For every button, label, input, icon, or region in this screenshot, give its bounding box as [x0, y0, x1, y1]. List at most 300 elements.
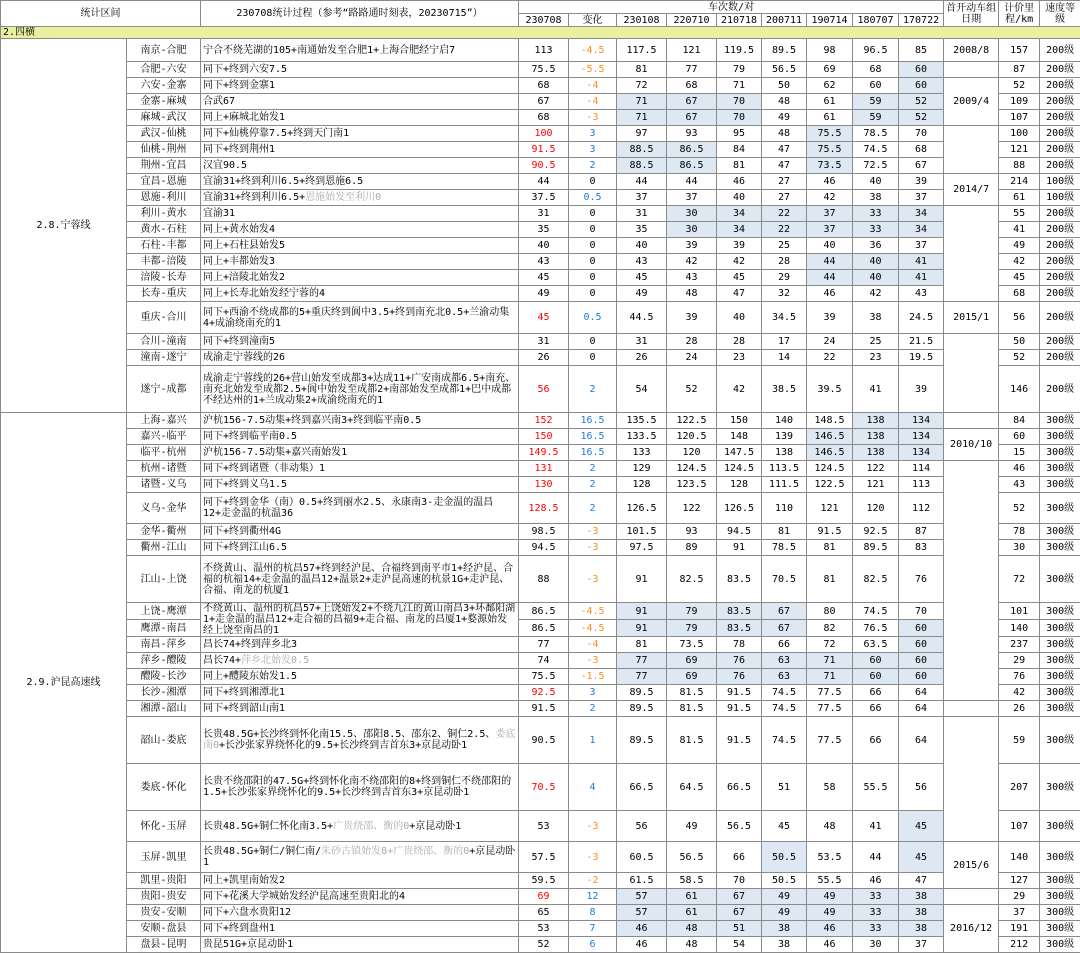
history-value: 14	[762, 350, 807, 366]
line-name: 2.9.沪昆高速线	[1, 413, 127, 953]
process-segment: 宜渝31+终到利川6.5+	[203, 192, 305, 203]
change-value: 2	[569, 701, 617, 717]
history-value: 55.5	[853, 764, 899, 811]
history-value: 39	[899, 366, 944, 413]
process-segment: 同下+终到六安7.5	[203, 64, 287, 75]
history-value: 41	[853, 811, 899, 842]
history-value: 89.5	[762, 39, 807, 62]
table-row	[1, 701, 1080, 717]
first-open-date	[944, 461, 999, 701]
route-name: 上海-嘉兴	[127, 413, 201, 429]
value-230708: 131	[519, 461, 569, 477]
route-name: 上饶-鹰潭	[127, 603, 201, 620]
history-value: 77.5	[807, 701, 853, 717]
history-value: 42	[807, 190, 853, 206]
process-segment: 昌长74+终到萍乡北3	[203, 639, 297, 650]
table-row	[1, 764, 1080, 811]
first-open-date: 2015/6	[944, 842, 999, 889]
history-value: 70	[899, 603, 944, 620]
history-value: 91.5	[717, 685, 762, 701]
history-value: 71	[717, 78, 762, 94]
change-value: 2	[569, 158, 617, 174]
history-value: 60	[899, 653, 944, 669]
history-value: 31	[617, 206, 667, 222]
history-value: 24	[807, 334, 853, 350]
route-name: 衢州-江山	[127, 540, 201, 556]
history-value: 146.5	[807, 445, 853, 461]
history-value: 40	[853, 270, 899, 286]
value-230708: 98.5	[519, 524, 569, 540]
speed-grade: 200级	[1040, 126, 1080, 142]
speed-grade: 300级	[1040, 889, 1080, 905]
history-value: 39	[899, 174, 944, 190]
process-segment: 同上+凯里南始发2	[203, 875, 285, 886]
speed-grade: 300级	[1040, 461, 1080, 477]
history-value: 22	[762, 222, 807, 238]
route-name: 恩施-利川	[127, 190, 201, 206]
table-row	[1, 461, 1080, 477]
route-name: 涪陵-长寿	[127, 270, 201, 286]
table-row	[1, 334, 1080, 350]
history-value: 78.5	[762, 540, 807, 556]
process-segment: 长贵48.5G+铜仁/铜仁南/	[203, 846, 321, 857]
history-value: 134	[899, 445, 944, 461]
history-value: 27	[762, 174, 807, 190]
value-230708: 43	[519, 254, 569, 270]
process-segment: 贵昆51G+京昆动卧1	[203, 939, 293, 950]
history-value: 40	[853, 254, 899, 270]
history-value: 48	[762, 126, 807, 142]
route-name: 宜昌-恩施	[127, 174, 201, 190]
route-name: 醴陵-长沙	[127, 669, 201, 685]
history-value: 95	[717, 126, 762, 142]
history-value: 122	[853, 461, 899, 477]
speed-grade: 300级	[1040, 653, 1080, 669]
history-value: 89.5	[617, 701, 667, 717]
mileage-km: 87	[999, 62, 1040, 78]
process-segment: 同下+终到韶山南1	[203, 703, 285, 714]
table-row	[1, 905, 1080, 921]
mileage-km: 127	[999, 873, 1040, 889]
history-value: 96.5	[853, 39, 899, 62]
header-col: 230108	[617, 14, 667, 27]
history-value: 66	[853, 701, 899, 717]
process-segment: 同下+终到衢州4G	[203, 526, 281, 537]
route-name: 临平-杭州	[127, 445, 201, 461]
value-230708: 53	[519, 811, 569, 842]
history-value: 70	[899, 126, 944, 142]
history-value: 91	[617, 556, 667, 603]
mileage-km: 107	[999, 811, 1040, 842]
history-value: 74.5	[762, 685, 807, 701]
process-text	[201, 461, 519, 477]
history-value: 72.5	[853, 158, 899, 174]
change-value: 16.5	[569, 429, 617, 445]
value-230708: 45	[519, 270, 569, 286]
change-value: -4	[569, 637, 617, 653]
history-value: 97	[617, 126, 667, 142]
history-value: 74.5	[853, 603, 899, 620]
table-row	[1, 811, 1080, 842]
mileage-km: 207	[999, 764, 1040, 811]
history-value: 52	[667, 366, 717, 413]
process-segment: 萍乡北始发0.5	[241, 655, 309, 666]
table-row	[1, 206, 1080, 222]
history-value: 56.5	[762, 62, 807, 78]
process-text	[201, 350, 519, 366]
route-name: 义乌-金华	[127, 493, 201, 524]
history-value: 46	[807, 937, 853, 953]
history-value: 61	[807, 110, 853, 126]
history-value: 77	[617, 653, 667, 669]
speed-grade: 200级	[1040, 334, 1080, 350]
process-text	[201, 190, 519, 206]
history-value: 60	[899, 620, 944, 637]
history-value: 30	[667, 222, 717, 238]
history-value: 133	[617, 445, 667, 461]
speed-grade: 300级	[1040, 493, 1080, 524]
header-col: 变化	[569, 14, 617, 27]
process-segment: 同上+丰都始发3	[203, 256, 275, 267]
table-row	[1, 921, 1080, 937]
route-name: 合肥-六安	[127, 62, 201, 78]
history-value: 138	[853, 413, 899, 429]
first-open-date: 2008/8	[944, 39, 999, 62]
mileage-km: 214	[999, 174, 1040, 190]
history-value: 43	[617, 254, 667, 270]
history-value: 139	[762, 429, 807, 445]
history-value: 69	[807, 62, 853, 78]
value-230708: 86.5	[519, 603, 569, 620]
route-name: 玉屏-凯里	[127, 842, 201, 873]
route-name: 金寨-麻城	[127, 94, 201, 110]
history-value: 128	[717, 477, 762, 493]
first-open-date	[944, 889, 999, 905]
history-value: 41	[899, 254, 944, 270]
change-value: 2	[569, 366, 617, 413]
history-value: 89.5	[853, 540, 899, 556]
change-value: -3	[569, 811, 617, 842]
history-value: 84	[717, 142, 762, 158]
header-process: 230708统计过程（参考“路路通时刻表，20230715”）	[201, 1, 519, 27]
history-value: 148.5	[807, 413, 853, 429]
speed-grade: 200级	[1040, 158, 1080, 174]
speed-grade: 200级	[1040, 222, 1080, 238]
history-value: 17	[762, 334, 807, 350]
history-value: 68	[667, 78, 717, 94]
table-row	[1, 842, 1080, 873]
history-value: 33	[853, 222, 899, 238]
mileage-km: 60	[999, 429, 1040, 445]
history-value: 19.5	[899, 350, 944, 366]
table-row	[1, 62, 1080, 78]
first-open-date	[944, 701, 999, 717]
history-value: 38	[899, 889, 944, 905]
change-value: 4	[569, 764, 617, 811]
process-segment: 同下+终到盘州1	[203, 923, 275, 934]
history-value: 69	[667, 653, 717, 669]
process-text	[201, 603, 519, 637]
mileage-km: 41	[999, 222, 1040, 238]
process-text	[201, 334, 519, 350]
history-value: 59	[853, 110, 899, 126]
history-value: 51	[762, 764, 807, 811]
history-value: 120.5	[667, 429, 717, 445]
history-value: 34	[899, 206, 944, 222]
history-value: 77.5	[807, 717, 853, 764]
history-value: 64	[899, 701, 944, 717]
first-open-date	[944, 126, 999, 174]
process-segment: 同下+六盘水贵阳12	[203, 907, 291, 918]
history-value: 124.5	[667, 461, 717, 477]
history-value: 67	[717, 905, 762, 921]
history-value: 64	[899, 685, 944, 701]
process-text	[201, 905, 519, 921]
history-value: 44	[667, 174, 717, 190]
first-open-date	[944, 413, 999, 429]
history-value: 119.5	[717, 39, 762, 62]
speed-grade: 200级	[1040, 110, 1080, 126]
table-row	[1, 174, 1080, 190]
mileage-km: 121	[999, 142, 1040, 158]
process-text	[201, 429, 519, 445]
history-value: 23	[717, 350, 762, 366]
history-value: 50.5	[762, 873, 807, 889]
history-value: 38.5	[762, 366, 807, 413]
process-segment: 同下+仙桃停靠7.5+终到天门南1	[203, 128, 349, 139]
header-section: 统计区间	[1, 1, 201, 27]
mileage-km: 46	[999, 461, 1040, 477]
process-text	[201, 270, 519, 286]
value-230708: 69	[519, 889, 569, 905]
first-open-date: 2009/4	[944, 78, 999, 126]
history-value: 60.5	[617, 842, 667, 873]
history-value: 57	[617, 905, 667, 921]
value-230708: 75.5	[519, 669, 569, 685]
history-value: 27	[762, 190, 807, 206]
value-230708: 31	[519, 206, 569, 222]
header-speed: 速度等级	[1040, 1, 1080, 27]
process-segment: 同下+终到潼南5	[203, 336, 275, 347]
speed-grade: 300级	[1040, 603, 1080, 620]
route-name: 麻城-武汉	[127, 110, 201, 126]
route-name: 合川-潼南	[127, 334, 201, 350]
mileage-km: 140	[999, 842, 1040, 873]
history-value: 82	[807, 620, 853, 637]
history-value: 28	[762, 254, 807, 270]
table-body	[1, 39, 1080, 953]
history-value: 77.5	[807, 685, 853, 701]
history-value: 79	[717, 62, 762, 78]
history-value: 37	[899, 238, 944, 254]
mileage-km: 52	[999, 493, 1040, 524]
history-value: 68	[899, 142, 944, 158]
table-row	[1, 94, 1080, 110]
history-value: 40	[617, 238, 667, 254]
history-value: 51	[717, 921, 762, 937]
speed-grade: 200级	[1040, 206, 1080, 222]
route-name: 仙桃-荆州	[127, 142, 201, 158]
history-value: 74.5	[762, 701, 807, 717]
history-value: 91.5	[717, 717, 762, 764]
history-value: 53.5	[807, 842, 853, 873]
process-text	[201, 556, 519, 603]
speed-grade: 300级	[1040, 620, 1080, 637]
mileage-km: 42	[999, 254, 1040, 270]
process-segment: 朱砂古镇始发8+	[321, 846, 393, 857]
history-value: 91	[617, 603, 667, 620]
route-name: 石柱-丰都	[127, 238, 201, 254]
history-value: 30	[853, 937, 899, 953]
speed-grade: 300级	[1040, 445, 1080, 461]
change-value: -4.5	[569, 620, 617, 637]
change-value: 0	[569, 254, 617, 270]
history-value: 70.5	[762, 556, 807, 603]
mileage-km: 107	[999, 110, 1040, 126]
process-text	[201, 811, 519, 842]
change-value: 1	[569, 717, 617, 764]
value-230708: 59.5	[519, 873, 569, 889]
process-text	[201, 653, 519, 669]
history-value: 73.5	[807, 158, 853, 174]
table-row	[1, 39, 1080, 62]
value-230708: 92.5	[519, 685, 569, 701]
speed-grade: 300级	[1040, 669, 1080, 685]
change-value: 2	[569, 493, 617, 524]
history-value: 69	[667, 669, 717, 685]
process-segment: +京昆动卧1	[203, 846, 515, 868]
process-segment: 广贵绕邵、衡的0	[393, 846, 469, 857]
process-segment: 娄底南0	[203, 729, 515, 751]
history-value: 81	[617, 62, 667, 78]
process-text	[201, 842, 519, 873]
history-value: 82.5	[667, 556, 717, 603]
change-value: 3	[569, 685, 617, 701]
history-value: 126.5	[617, 493, 667, 524]
value-230708: 68	[519, 110, 569, 126]
table-row	[1, 889, 1080, 905]
route-name: 武汉-仙桃	[127, 126, 201, 142]
route-name: 杭州-诸暨	[127, 461, 201, 477]
process-text	[201, 366, 519, 413]
history-value: 124.5	[807, 461, 853, 477]
history-value: 60	[899, 669, 944, 685]
change-value: -3	[569, 540, 617, 556]
history-value: 67	[667, 110, 717, 126]
history-value: 44.5	[617, 302, 667, 334]
header-col: 210718	[717, 14, 762, 27]
process-segment: 成渝走宁蓉线的26+营山始发至成都3+达成11+广安南成都6.5+南充、南充北始发至成都2.5+阆中始发至成都2+南部始发至成都1+巴中成都不经达州的1+兰成动集2+成渝绕南充的1	[203, 373, 515, 406]
process-text	[201, 302, 519, 334]
history-value: 34.5	[762, 302, 807, 334]
history-value: 40	[717, 302, 762, 334]
history-value: 64	[899, 717, 944, 764]
table-row	[1, 653, 1080, 669]
speed-grade: 200级	[1040, 142, 1080, 158]
change-value: 7	[569, 921, 617, 937]
history-value: 49	[617, 286, 667, 302]
history-value: 55.5	[807, 873, 853, 889]
process-segment: 宜渝31	[203, 208, 235, 219]
process-segment: 同下+终到临平南0.5	[203, 431, 297, 442]
history-value: 34	[717, 206, 762, 222]
process-text	[201, 158, 519, 174]
mileage-km: 29	[999, 889, 1040, 905]
header-col: 180707	[853, 14, 899, 27]
process-segment: 同下+终到金寨1	[203, 80, 275, 91]
change-value: -3	[569, 110, 617, 126]
process-segment: 同上+涪陵北始发2	[203, 272, 285, 283]
history-value: 146.5	[807, 429, 853, 445]
history-value: 32	[762, 286, 807, 302]
value-230708: 44	[519, 174, 569, 190]
speed-grade: 200级	[1040, 286, 1080, 302]
first-open-date	[944, 717, 999, 842]
change-value: 0	[569, 334, 617, 350]
history-value: 35	[617, 222, 667, 238]
history-value: 138	[853, 429, 899, 445]
history-value: 52	[899, 110, 944, 126]
route-name: 安顺-盘县	[127, 921, 201, 937]
history-value: 71	[617, 94, 667, 110]
change-value: 0.5	[569, 190, 617, 206]
history-value: 81	[762, 524, 807, 540]
history-value: 50	[762, 78, 807, 94]
process-text	[201, 206, 519, 222]
process-segment: 同下+西渝不绕成都的5+重庆终到阆中3.5+终到南充北0.5+兰渝动集4+成渝绕南充的1	[203, 307, 509, 329]
history-value: 61	[667, 905, 717, 921]
history-value: 38	[853, 302, 899, 334]
history-value: 38	[899, 921, 944, 937]
history-value: 93	[667, 126, 717, 142]
process-segment: 同下+终到诸暨（非动集）1	[203, 463, 325, 474]
line-name: 2.8.宁蓉线	[1, 39, 127, 413]
history-value: 40	[717, 190, 762, 206]
history-value: 85	[899, 39, 944, 62]
change-value: -4	[569, 94, 617, 110]
speed-grade: 300级	[1040, 842, 1080, 873]
history-value: 138	[853, 445, 899, 461]
history-value: 89	[667, 540, 717, 556]
history-value: 58	[807, 764, 853, 811]
value-230708: 90.5	[519, 717, 569, 764]
history-value: 134	[899, 429, 944, 445]
history-value: 66	[717, 842, 762, 873]
process-text	[201, 254, 519, 270]
mileage-km: 109	[999, 94, 1040, 110]
history-value: 61	[667, 889, 717, 905]
first-open-date	[944, 206, 999, 302]
history-value: 24	[667, 350, 717, 366]
speed-grade: 300级	[1040, 477, 1080, 493]
history-value: 38	[762, 937, 807, 953]
route-name: 湘潭-韶山	[127, 701, 201, 717]
speed-grade: 300级	[1040, 637, 1080, 653]
history-value: 56.5	[667, 842, 717, 873]
history-value: 74.5	[762, 717, 807, 764]
history-value: 87	[899, 524, 944, 540]
first-open-date	[944, 334, 999, 413]
history-value: 34	[717, 222, 762, 238]
history-value: 66.5	[717, 764, 762, 811]
history-value: 86.5	[667, 142, 717, 158]
history-value: 113.5	[762, 461, 807, 477]
table-row	[1, 685, 1080, 701]
change-value: -2	[569, 873, 617, 889]
value-230708: 35	[519, 222, 569, 238]
history-value: 126.5	[717, 493, 762, 524]
process-text	[201, 701, 519, 717]
